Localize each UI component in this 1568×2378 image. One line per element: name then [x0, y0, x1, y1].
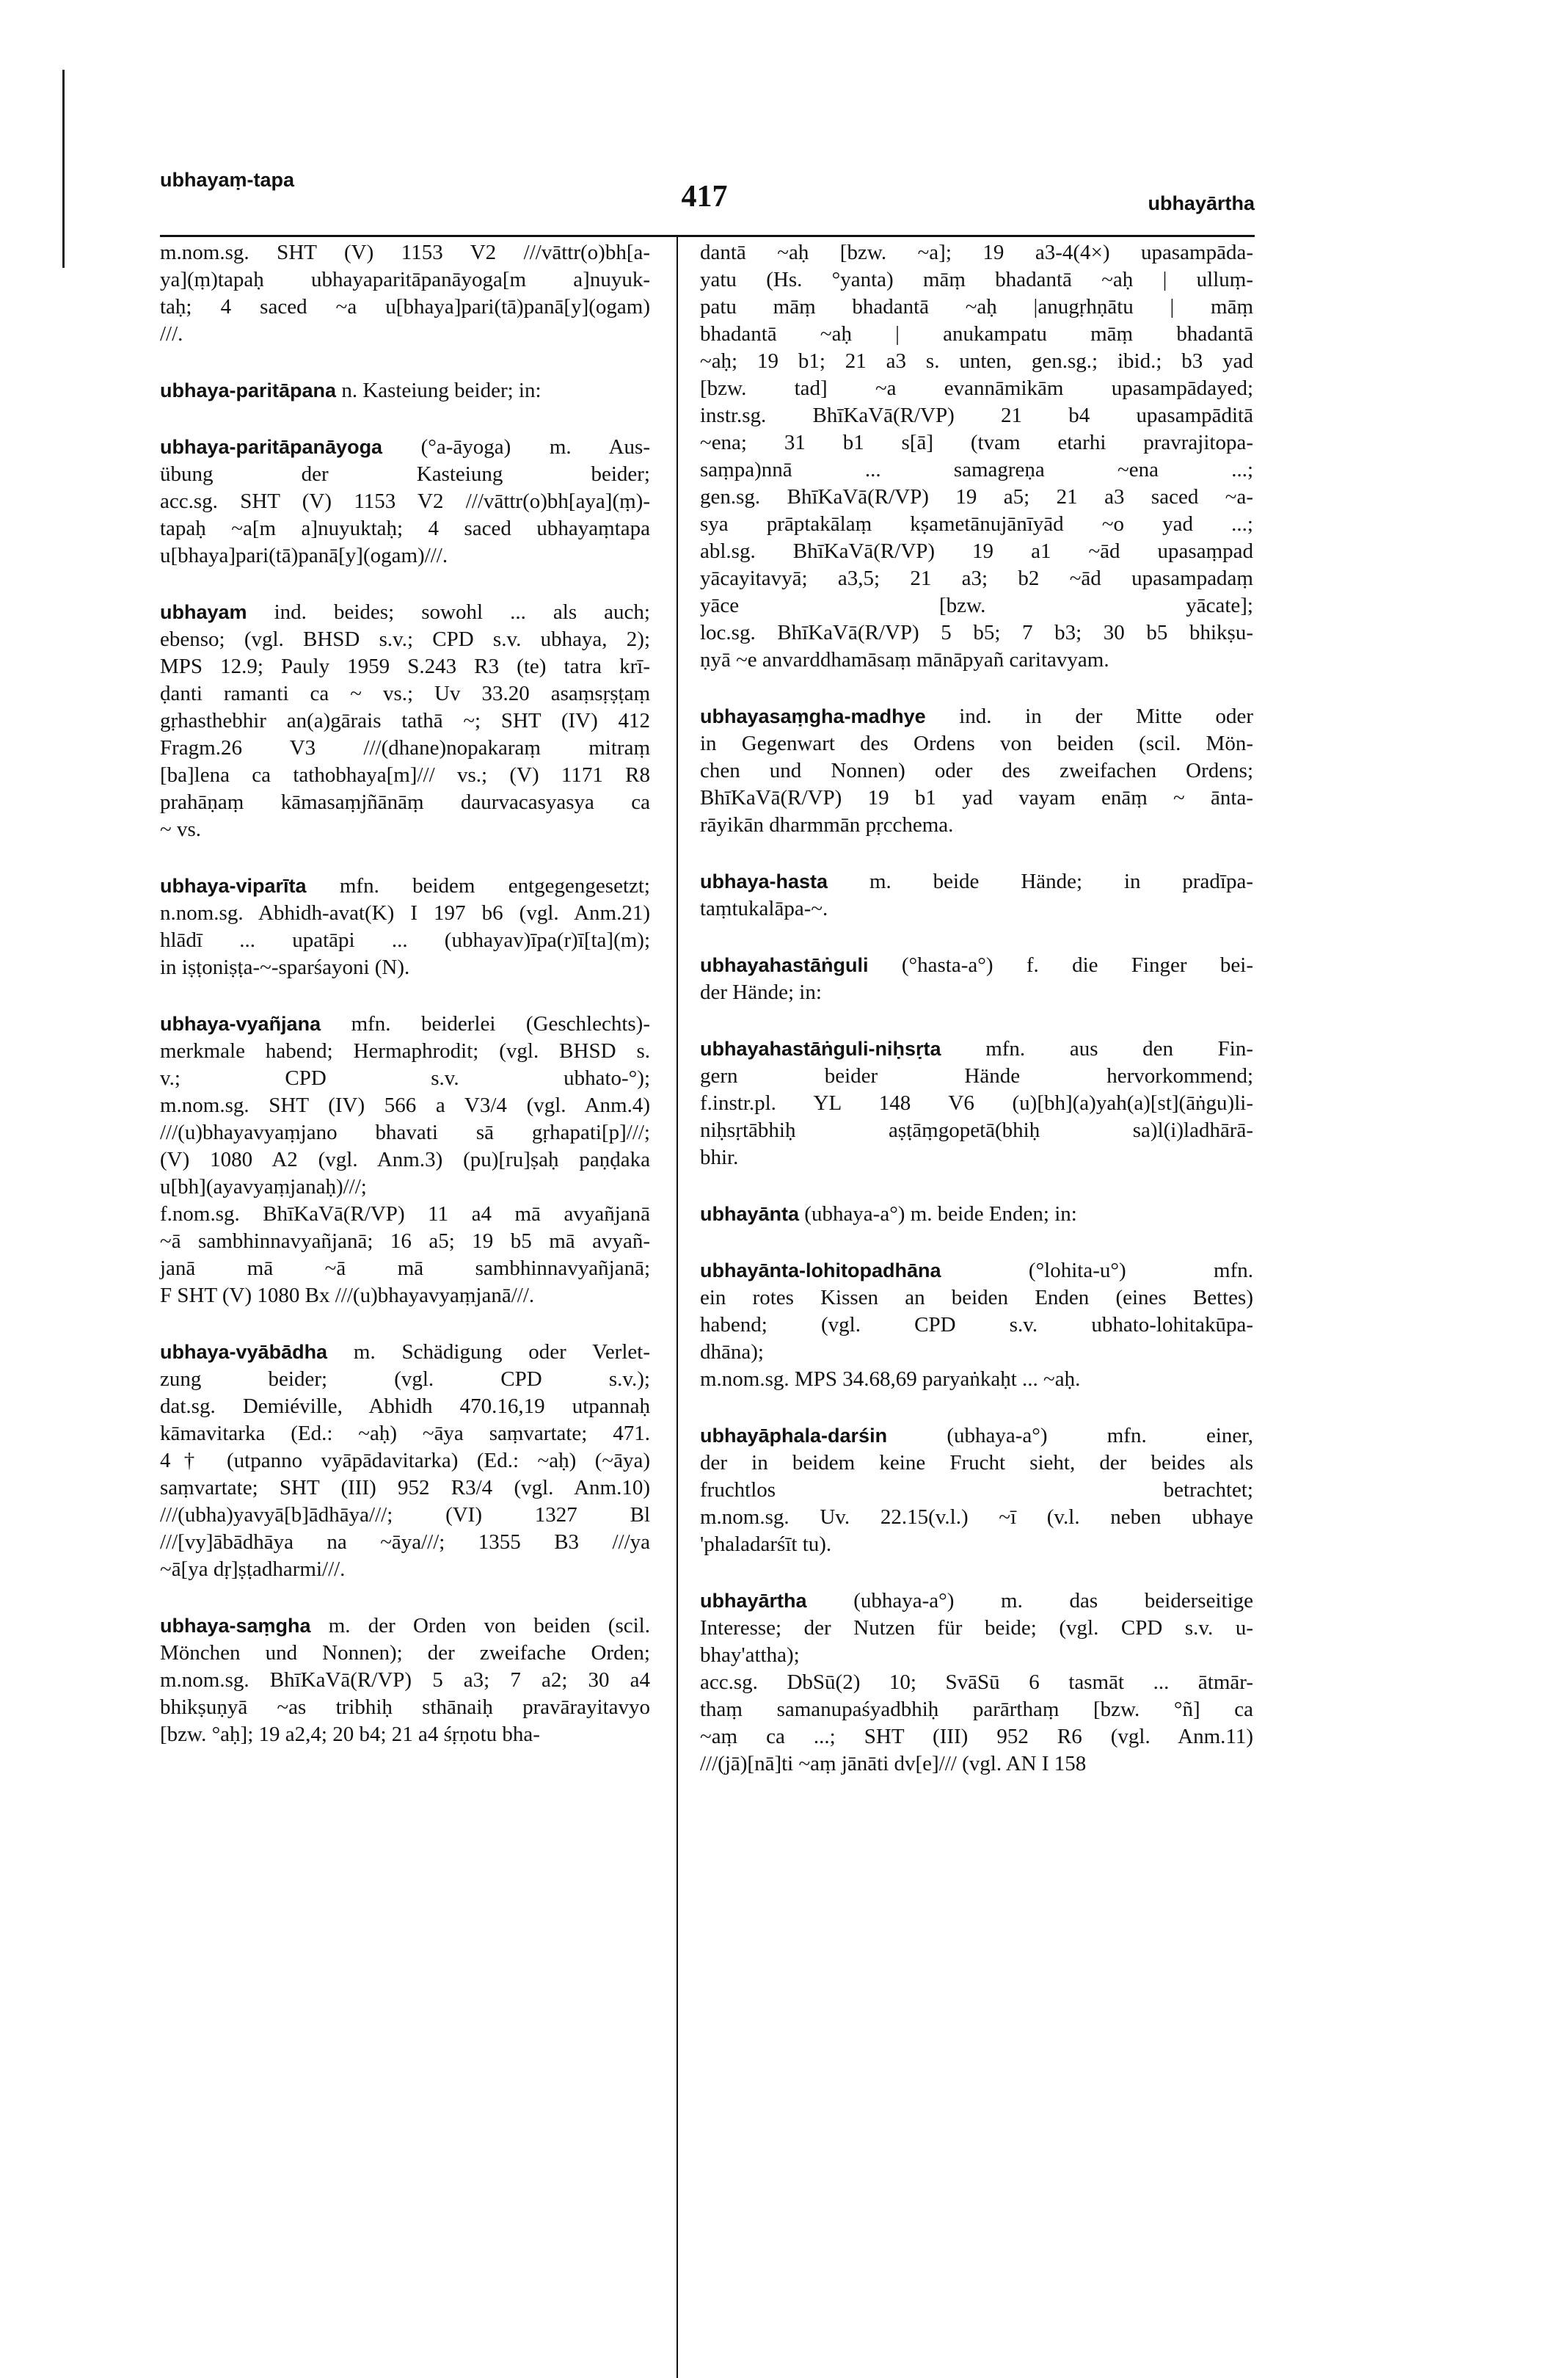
dictionary-entry-cont-entry — [160, 239, 650, 348]
entry-line: ///(ubha)yavyā[b]ādhāya///; (VI) 1327 Bl — [160, 1503, 650, 1527]
headword: ubhayānta — [700, 1203, 800, 1225]
entry-line: patu māṃ bhadantā ~aḥ |anugṛhṇātu | māṃ — [700, 295, 1253, 319]
headword: ubhaya-viparīta — [160, 875, 307, 897]
entry-line: n.nom.sg. Abhidh-avat(K) I 197 b6 (vgl. Anm.21) — [160, 901, 650, 925]
entry-line: saṃpa)nnā ... samagreṇa ~ena ...; — [700, 458, 1253, 481]
entry-line: ~aṃ ca ...; SHT (III) 952 R6 (vgl. Anm.11) — [700, 1725, 1253, 1748]
entry-line: acc.sg. SHT (V) 1153 V2 ///vāttr(o)bh[aya](ṃ)- — [160, 490, 650, 513]
entry-line: instr.sg. BhīKaVā(R/VP) 21 b4 upasampāditā — [700, 404, 1253, 427]
headword: ubhaya-hasta — [700, 870, 828, 892]
entry-line: taṃtukalāpa-~. — [700, 897, 828, 920]
entry-line: ///[vy]ābādhāya na ~āya///; 1355 B3 ///ya — [160, 1530, 650, 1554]
entry-line: gern beider Hände hervorkommend; — [700, 1064, 1253, 1088]
entry-first-line: ubhayārtha (ubhaya-a°) m. das beiderseitige — [700, 1589, 1253, 1612]
entry-line: dat.sg. Demiéville, Abhidh 470.16,19 utpannaḥ — [160, 1395, 650, 1418]
entry-line: ~ena; 31 b1 s[ā] (tvam etarhi pravrajitopa- — [700, 431, 1253, 454]
dictionary-entry-ubhaya-vyabadha — [160, 1339, 650, 1583]
entry-line: 'phaladarśīt tu). — [700, 1532, 832, 1556]
entry-line: Interesse; der Nutzen für beide; (vgl. CPD s.v. u- — [700, 1616, 1253, 1640]
entry-line: (V) 1080 A2 (vgl. Anm.3) (pu)[ru]ṣaḥ paṇḍaka — [160, 1148, 650, 1171]
entry-line: bhadantā ~aḥ | anukampatu māṃ bhadantā — [700, 322, 1253, 346]
entry-line: gṛhasthebhir an(a)gārais tathā ~; SHT (IV) 412 — [160, 709, 650, 732]
headword: ubhaya-paritāpana — [160, 379, 337, 401]
entry-first-line: ubhaya-paritāpana n. Kasteiung beider; in: — [160, 379, 541, 402]
entry-first-line: ubhayasaṃgha-madhye ind. in der Mitte oder — [700, 705, 1253, 728]
entry-line: [bzw. tad] ~a evannāmikām upasampādayed; — [700, 377, 1253, 400]
entry-first-line: ubhayānta (ubhaya-a°) m. beide Enden; in: — [700, 1202, 1077, 1226]
headword: ubhayāphala-darśin — [700, 1425, 888, 1447]
entry-line: ebenso; (vgl. BHSD s.v.; CPD s.v. ubhaya, 2); — [160, 628, 650, 651]
entry-line: ein rotes Kissen an beiden Enden (eines Bettes) — [700, 1286, 1253, 1309]
entry-line: loc.sg. BhīKaVā(R/VP) 5 b5; 7 b3; 30 b5 bhikṣu- — [700, 621, 1253, 644]
entry-line: thaṃ samanupaśyadbhiḥ parārthaṃ [bzw. °ñ] ca — [700, 1698, 1253, 1721]
headword: ubhayasaṃgha-madhye — [700, 705, 926, 727]
entry-line: kāmavitarka (Ed.: ~aḥ) ~āya saṃvartate; 471. — [160, 1422, 650, 1445]
entry-line: v.; CPD s.v. ubhato-°); — [160, 1066, 650, 1090]
entry-line: m.nom.sg. BhīKaVā(R/VP) 5 a3; 7 a2; 30 a4 — [160, 1668, 650, 1692]
headword: ubhaya-saṃgha — [160, 1615, 311, 1637]
entry-line: [ba]lena ca tathobhaya[m]/// vs.; (V) 1171 R8 — [160, 763, 650, 787]
column-divider — [677, 235, 678, 2378]
headword: ubhayam — [160, 601, 247, 623]
entry-line: Fragm.26 V3 ///(dhane)nopakaraṃ mitraṃ — [160, 736, 650, 760]
entry-line: bhir. — [700, 1146, 739, 1169]
entry-line: yāce [bzw. yācate]; — [700, 594, 1253, 617]
dictionary-entry-ubhaya-hasta — [700, 868, 1253, 923]
entry-first-line: ubhayam ind. beides; sowohl ... als auch; — [160, 600, 650, 624]
dictionary-entry-ubhayahastanguli — [700, 952, 1253, 1006]
entry-line: f.instr.pl. YL 148 V6 (u)[bh](a)yah(a)[st](āṅgu)li- — [700, 1091, 1253, 1115]
running-head-left: ubhayaṃ-tapa — [160, 169, 295, 191]
entry-first-line: ubhayahastāṅguli-niḥsṛta mfn. aus den Fin- — [700, 1037, 1253, 1061]
headword: ubhayahastāṅguli — [700, 954, 869, 976]
entry-line: übung der Kasteiung beider; — [160, 462, 650, 486]
entry-first-line: ubhaya-vyañjana mfn. beiderlei (Geschlechts)- — [160, 1012, 650, 1036]
entry-line: m.nom.sg. MPS 34.68,69 paryaṅkaḥt ... ~aḥ. — [700, 1367, 1081, 1391]
entry-line: hlādī ... upatāpi ... (ubhayav)īpa(r)ī[ta](m); — [160, 928, 650, 952]
header-rule — [160, 235, 1255, 237]
entry-line: yācayitavyā; a3,5; 21 a3; b2 ~ād upasampadaṃ — [700, 567, 1253, 590]
entry-line: habend; (vgl. CPD s.v. ubhato-lohitakūpa- — [700, 1313, 1253, 1337]
entry-line: janā mā ~ā mā sambhinnavyañjanā; — [160, 1257, 650, 1280]
entry-line: u[bh](ayavyaṃjanaḥ)///; — [160, 1175, 367, 1199]
entry-line: acc.sg. DbSū(2) 10; SvāSū 6 tasmāt ... ātmār- — [700, 1670, 1253, 1694]
entry-line: ///(jā)[nā]ti ~aṃ jānāti dv[e]/// (vgl. AN I 158 — [700, 1752, 1087, 1775]
entry-line: ~aḥ; 19 b1; 21 a3 s. unten, gen.sg.; ibid.; b3 yad — [700, 349, 1253, 373]
entry-line: m.nom.sg. SHT (IV) 566 a V3/4 (vgl. Anm.4) — [160, 1094, 650, 1117]
dictionary-entry-ubhayaphala-darsin — [700, 1422, 1253, 1558]
entry-line: rāyikān dharmmān pṛcchema. — [700, 813, 954, 837]
entry-line: ḍanti ramanti ca ~ vs.; Uv 33.20 asaṃsṛṣṭaṃ — [160, 682, 650, 705]
entry-line: taḥ; 4 saced ~a u[bhaya]pari(tā)panā[y](ogam) — [160, 295, 650, 319]
entry-line: ///(u)bhayavyaṃjano bhavati sā gṛhapati[p]///; — [160, 1121, 650, 1144]
dictionary-entry-ubhayanta — [700, 1201, 1253, 1228]
dictionary-entry-ubhaya-paritapanayoga — [160, 434, 650, 570]
entry-line: u[bhaya]pari(tā)panā[y](ogam)///. — [160, 544, 448, 567]
entry-first-line: ubhayahastāṅguli (°hasta-a°) f. die Finger bei- — [700, 953, 1253, 977]
entry-line: ~ā[ya dṛ]ṣṭadharmi///. — [160, 1557, 346, 1581]
headword: ubhayārtha — [700, 1590, 807, 1612]
headword: ubhaya-paritāpanāyoga — [160, 436, 383, 458]
dictionary-entry-ubhaya-viparita — [160, 873, 650, 981]
dictionary-entry-ubhaya-paritapana — [160, 377, 650, 404]
entry-line: tapaḥ ~a[m a]nuyuktaḥ; 4 saced ubhayaṃtapa — [160, 517, 650, 540]
dictionary-entry-ubhayam — [160, 599, 650, 843]
entry-line: gen.sg. BhīKaVā(R/VP) 19 a5; 21 a3 saced ~a- — [700, 485, 1253, 509]
page-number: 417 — [681, 180, 728, 214]
entry-line: merkmale habend; Hermaphrodit; (vgl. BHSD s. — [160, 1039, 650, 1063]
entry-first-line: m.nom.sg. SHT (V) 1153 V2 ///vāttr(o)bh[a- — [160, 241, 650, 264]
entry-first-line: ubhayānta-lohitopadhāna (°lohita-u°) mfn. — [700, 1259, 1253, 1282]
entry-line: bhikṣuṇyā ~as tribhiḥ sthānaiḥ pravārayitavyo — [160, 1695, 650, 1719]
entry-first-line: ubhaya-paritāpanāyoga (°a-āyoga) m. Aus- — [160, 435, 650, 459]
entry-line: yatu (Hs. °yanta) māṃ bhadantā ~aḥ | ulluṃ- — [700, 268, 1253, 291]
right-column — [700, 239, 1253, 1807]
entry-line: 4† (utpanno vyāpādavitarka) (Ed.: ~aḥ) (~āya) — [160, 1449, 650, 1472]
entry-line: ///. — [160, 322, 183, 346]
entry-first-line: ubhaya-saṃgha m. der Orden von beiden (scil. — [160, 1614, 650, 1637]
entry-line: chen und Nonnen) oder des zweifachen Ordens; — [700, 759, 1253, 782]
entry-line: m.nom.sg. Uv. 22.15(v.l.) ~ī (v.l. neben ubhaye — [700, 1505, 1253, 1529]
entry-line: prahāṇaṃ kāmasaṃjñānāṃ daurvacasyasya ca — [160, 790, 650, 814]
entry-line: dhāna); — [700, 1340, 764, 1364]
dictionary-entry-ubhayanta-lohitopadhana — [700, 1257, 1253, 1393]
entry-line: in Gegenwart des Ordens von beiden (scil. Mön- — [700, 732, 1253, 755]
dictionary-entry-ubhayasamgha-madhye — [700, 703, 1253, 839]
entry-line: MPS 12.9; Pauly 1959 S.243 R3 (te) tatra krī- — [160, 655, 650, 678]
entry-line: in iṣṭoniṣṭa-~-sparśayoni (N). — [160, 956, 410, 979]
entry-first-line: dantā ~aḥ [bzw. ~a]; 19 a3-4(4×) upasampāda- — [700, 241, 1253, 264]
headword: ubhayahastāṅguli-niḥsṛta — [700, 1038, 941, 1060]
left-column — [160, 239, 650, 1778]
entry-line: abl.sg. BhīKaVā(R/VP) 19 a1 ~ād upasaṃpad — [700, 539, 1253, 563]
margin-scan-line — [62, 70, 65, 268]
entry-line: ~ vs. — [160, 818, 201, 841]
entry-line: F SHT (V) 1080 Bx ///(u)bhayavyaṃjanā///. — [160, 1284, 535, 1307]
dictionary-entry-ubhayahastanguli-nihsrta — [700, 1036, 1253, 1171]
entry-line: niḥsṛtābhiḥ aṣṭāṃgopetā(bhiḥ sa)l(i)ladhārā- — [700, 1119, 1253, 1142]
entry-line: sya prāptakālaṃ kṣametānujānīyād ~o yad ...; — [700, 512, 1253, 536]
entry-line: ~ā sambhinnavyañjanā; 16 a5; 19 b5 mā avyañ- — [160, 1229, 650, 1253]
entry-line: bhay'attha); — [700, 1643, 800, 1667]
headword: ubhaya-vyañjana — [160, 1013, 321, 1035]
running-head-right: ubhayārtha — [1148, 192, 1255, 214]
entry-first-line: ubhaya-hasta m. beide Hände; in pradīpa- — [700, 870, 1253, 893]
entry-line: fruchtlos betrachtet; — [700, 1478, 1253, 1502]
entry-line: BhīKaVā(R/VP) 19 b1 yad vayam enāṃ ~ ānta- — [700, 786, 1253, 810]
entry-line: f.nom.sg. BhīKaVā(R/VP) 11 a4 mā avyañjanā — [160, 1202, 650, 1226]
entry-line: saṃvartate; SHT (III) 952 R3/4 (vgl. Anm.10) — [160, 1476, 650, 1499]
dictionary-entry-ubhaya-vyanjana — [160, 1011, 650, 1309]
entry-first-line: ubhaya-vyābādha m. Schädigung oder Verlet- — [160, 1340, 650, 1364]
entry-first-line: ubhayāphala-darśin (ubhaya-a°) mfn. einer, — [700, 1424, 1253, 1447]
entry-line: der Hände; in: — [700, 981, 822, 1004]
entry-line: [bzw. °aḥ]; 19 a2,4; 20 b4; 21 a4 śṛṇotu bha- — [160, 1723, 540, 1746]
entry-line: ṇyā ~e anvarddhamāsaṃ mānāpyañ caritavyam. — [700, 648, 1109, 672]
entry-line: der in beidem keine Frucht sieht, der beides als — [700, 1451, 1253, 1475]
entry-line: Mönchen und Nonnen); der zweifache Orden; — [160, 1641, 650, 1665]
dictionary-entry-cont-entry-right — [700, 239, 1253, 674]
headword: ubhayānta-lohitopadhāna — [700, 1259, 941, 1281]
headword: ubhaya-vyābādha — [160, 1341, 328, 1363]
entry-line: zung beider; (vgl. CPD s.v.); — [160, 1367, 650, 1391]
dictionary-entry-ubhayartha — [700, 1588, 1253, 1778]
dictionary-entry-ubhaya-samgha — [160, 1612, 650, 1748]
entry-line: ya](ṃ)tapaḥ ubhayaparitāpanāyoga[m a]nuyuk- — [160, 268, 650, 291]
entry-first-line: ubhaya-viparīta mfn. beidem entgegengesetzt; — [160, 874, 650, 898]
